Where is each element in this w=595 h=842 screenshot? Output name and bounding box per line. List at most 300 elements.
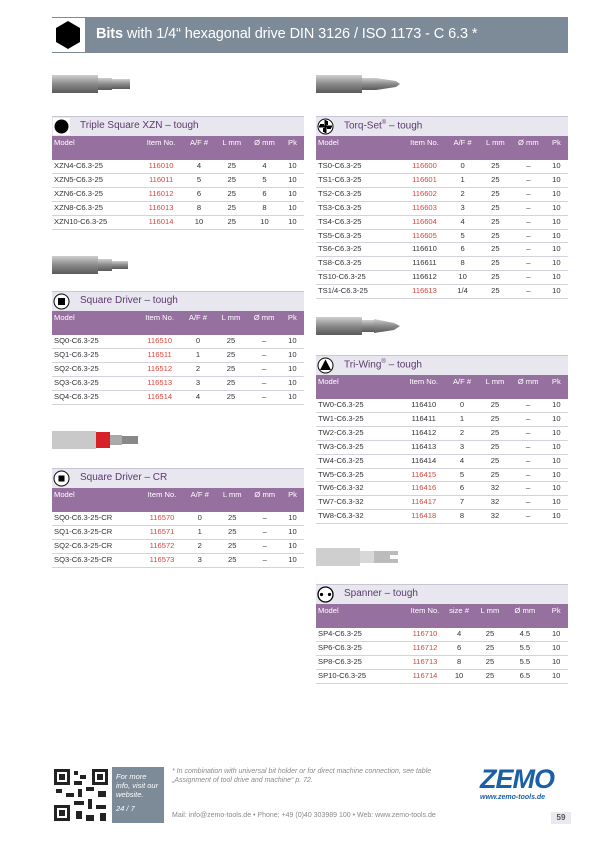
cell-length: 25 — [475, 628, 506, 641]
cell-diameter: – — [512, 160, 545, 173]
cell-length: 25 — [214, 335, 247, 348]
cell-model: SQ2-C6.3-25-CR — [52, 539, 140, 553]
column-header-diameter: Ø mm — [505, 604, 544, 628]
cell-model: TW5-C6.3-25 — [316, 468, 402, 482]
cell-pack: 10 — [281, 362, 304, 376]
section-title: Square Driver – CR — [80, 472, 168, 483]
column-header-pack: Pk — [281, 136, 304, 160]
cell-item-no: 116413 — [402, 440, 446, 454]
cell-pack: 10 — [281, 553, 304, 567]
cell-diameter: – — [248, 539, 281, 553]
table-row — [316, 669, 568, 683]
cell-diameter: – — [512, 482, 545, 496]
cell-af: 6 — [444, 641, 475, 655]
cell-length: 25 — [215, 173, 248, 187]
table-row — [316, 412, 568, 426]
column-header-af: A/F # — [184, 488, 216, 512]
column-header-af: A/F # — [446, 136, 479, 160]
cell-af: 7 — [446, 496, 479, 510]
cell-length: 25 — [214, 376, 247, 390]
table-header-row — [316, 375, 568, 399]
table-row — [316, 215, 568, 229]
cell-pack: 10 — [545, 482, 568, 496]
cell-af: 8 — [446, 510, 479, 524]
cell-pack: 10 — [544, 641, 568, 655]
column-header-pack: Pk — [281, 488, 304, 512]
product-table — [52, 311, 304, 405]
cell-af: 10 — [183, 215, 216, 229]
cell-length: 25 — [478, 454, 511, 468]
info-availability: 24 / 7 — [116, 804, 135, 813]
column-header-item-no: Item No. — [406, 604, 443, 628]
column-header-pack: Pk — [544, 604, 568, 628]
table-row — [316, 510, 568, 524]
table-row — [316, 496, 568, 510]
table-row — [316, 454, 568, 468]
cell-item-no: 116710 — [406, 628, 443, 641]
cell-af: 0 — [446, 399, 479, 412]
cell-model: SP10-C6.3-25 — [316, 669, 406, 683]
cell-model: SQ0-C6.3-25 — [52, 335, 138, 348]
cell-diameter: – — [512, 271, 545, 285]
cell-af: 0 — [446, 160, 479, 173]
column-header-item-no: Item No. — [140, 488, 183, 512]
cell-pack: 10 — [545, 468, 568, 482]
cell-item-no: 116410 — [402, 399, 446, 412]
cell-model: SP6-C6.3-25 — [316, 641, 406, 655]
torq-set-icon — [317, 118, 334, 135]
cell-length: 25 — [478, 468, 511, 482]
square-bit-image — [52, 254, 132, 276]
table-row — [316, 257, 568, 271]
table-header-row — [52, 311, 304, 335]
cell-model: TS2-C6.3-25 — [316, 187, 403, 201]
cell-model: TS0-C6.3-25 — [316, 160, 403, 173]
cell-model: TW0-C6.3-25 — [316, 399, 402, 412]
cell-diameter: – — [512, 285, 545, 299]
cell-diameter: 6.5 — [505, 669, 544, 683]
cell-model: TS1-C6.3-25 — [316, 173, 403, 187]
cell-af: 4 — [183, 160, 216, 173]
cell-pack: 10 — [545, 215, 568, 229]
table-row — [316, 271, 568, 285]
cell-item-no: 116605 — [403, 229, 447, 243]
cell-length: 25 — [475, 655, 506, 669]
cell-model: TS8-C6.3-25 — [316, 257, 403, 271]
cell-item-no: 116010 — [139, 160, 182, 173]
cell-length: 25 — [214, 390, 247, 404]
cell-diameter: – — [512, 243, 545, 257]
table-header-row — [316, 136, 568, 160]
cell-length: 25 — [478, 426, 511, 440]
table-row — [316, 187, 568, 201]
column-header-model: Model — [316, 604, 406, 628]
section-triple-square — [52, 116, 304, 230]
cell-pack: 10 — [281, 348, 304, 362]
table-row — [316, 440, 568, 454]
product-table — [52, 488, 304, 568]
cell-pack: 10 — [281, 539, 304, 553]
cell-af: 8 — [446, 257, 479, 271]
cell-length: 25 — [216, 553, 249, 567]
spanner-icon — [317, 586, 334, 603]
cell-length: 25 — [215, 160, 248, 173]
product-table — [316, 375, 568, 524]
cell-item-no: 116411 — [402, 412, 446, 426]
cell-pack: 10 — [545, 229, 568, 243]
cell-af: 6 — [446, 243, 479, 257]
cell-model: TS6-C6.3-25 — [316, 243, 403, 257]
cell-pack: 10 — [544, 655, 568, 669]
column-header-diameter: Ø mm — [248, 311, 281, 335]
column-header-model: Model — [316, 136, 403, 160]
cell-length: 25 — [478, 412, 511, 426]
cell-item-no: 116417 — [402, 496, 446, 510]
product-table — [52, 136, 304, 230]
cell-length: 25 — [475, 641, 506, 655]
cell-model: TW2-C6.3-25 — [316, 426, 402, 440]
section-square-cr — [52, 468, 304, 568]
zemo-logo: ZEMO — [480, 764, 554, 794]
column-header-item-no: Item No. — [403, 136, 447, 160]
cell-diameter: – — [512, 454, 545, 468]
column-header-length: L mm — [214, 311, 247, 335]
cell-af: 0 — [182, 335, 215, 348]
column-header-length: L mm — [215, 136, 248, 160]
cell-af: 5 — [183, 173, 216, 187]
section-header — [316, 355, 568, 375]
cell-model: TW7-C6.3-32 — [316, 496, 402, 510]
cell-length: 25 — [479, 215, 512, 229]
cell-af: 2 — [182, 362, 215, 376]
cell-diameter: – — [248, 335, 281, 348]
cell-diameter: 4.5 — [505, 628, 544, 641]
cell-pack: 10 — [545, 271, 568, 285]
cell-af: 1 — [184, 525, 216, 539]
cell-pack: 10 — [544, 669, 568, 683]
page-title: Bits with 1/4“ hexagonal drive DIN 3126 / ISO 1173 - C 6.3 * — [96, 26, 478, 42]
cell-af: 0 — [184, 512, 216, 525]
cell-model: TW3-C6.3-25 — [316, 440, 402, 454]
column-header-af: A/F # — [183, 136, 216, 160]
cell-length: 25 — [214, 362, 247, 376]
cell-pack: 10 — [281, 173, 304, 187]
cell-length: 25 — [479, 257, 512, 271]
table-row — [52, 215, 304, 229]
cell-diameter: 8 — [248, 201, 281, 215]
cell-length: 25 — [479, 160, 512, 173]
cell-length: 25 — [479, 243, 512, 257]
cell-af: 6 — [446, 482, 479, 496]
cell-diameter: – — [512, 496, 545, 510]
table-row — [316, 641, 568, 655]
cell-pack: 10 — [545, 426, 568, 440]
section-title: Square Driver – tough — [80, 295, 178, 306]
cell-item-no: 116514 — [138, 390, 182, 404]
cell-model: XZN6-C6.3-25 — [52, 187, 139, 201]
cell-af: 3 — [446, 201, 479, 215]
cell-item-no: 116714 — [406, 669, 443, 683]
cell-diameter: – — [248, 348, 281, 362]
cell-model: TS5-C6.3-25 — [316, 229, 403, 243]
cell-item-no: 116603 — [403, 201, 447, 215]
cell-model: TW4-C6.3-25 — [316, 454, 402, 468]
cell-diameter: – — [512, 412, 545, 426]
cell-diameter: – — [512, 468, 545, 482]
cell-item-no: 116712 — [406, 641, 443, 655]
table-row — [52, 201, 304, 215]
table-row — [52, 335, 304, 348]
cell-diameter: 6 — [248, 187, 281, 201]
cell-diameter: – — [248, 390, 281, 404]
cell-item-no: 116412 — [402, 426, 446, 440]
cell-pack: 10 — [281, 335, 304, 348]
table-header-row — [52, 488, 304, 512]
cell-item-no: 116014 — [139, 215, 182, 229]
cell-diameter: 4 — [248, 160, 281, 173]
table-row — [316, 426, 568, 440]
section-header — [316, 584, 568, 604]
square-icon — [53, 470, 70, 487]
cell-model: SQ1-C6.3-25 — [52, 348, 138, 362]
table-row — [316, 229, 568, 243]
cell-pack: 10 — [281, 215, 304, 229]
section-title: Torq-Set® – tough — [344, 120, 423, 132]
cell-model: SQ2-C6.3-25 — [52, 362, 138, 376]
column-header-model: Model — [52, 136, 139, 160]
table-row — [52, 539, 304, 553]
section-square-tough — [52, 291, 304, 405]
page-header — [52, 17, 568, 53]
cell-item-no: 116415 — [402, 468, 446, 482]
cell-model: TW8-C6.3-32 — [316, 510, 402, 524]
cell-item-no: 116418 — [402, 510, 446, 524]
table-row — [316, 655, 568, 669]
cell-item-no: 116612 — [403, 271, 447, 285]
table-row — [316, 285, 568, 299]
cell-item-no: 116011 — [139, 173, 182, 187]
table-header-row — [316, 604, 568, 628]
cell-diameter: – — [248, 512, 281, 525]
column-header-model: Model — [52, 488, 140, 512]
cell-diameter: – — [248, 376, 281, 390]
table-row — [316, 399, 568, 412]
table-row — [52, 173, 304, 187]
table-header-row — [52, 136, 304, 160]
column-header-af: A/F # — [446, 375, 479, 399]
table-row — [52, 525, 304, 539]
cell-length: 32 — [478, 510, 511, 524]
column-header-length: L mm — [216, 488, 249, 512]
cell-pack: 10 — [545, 440, 568, 454]
square-icon — [53, 293, 70, 310]
cell-diameter: 5.5 — [505, 655, 544, 669]
cell-af: 2 — [184, 539, 216, 553]
section-title: Triple Square XZN – tough — [80, 120, 199, 131]
cell-model: TW1-C6.3-25 — [316, 412, 402, 426]
column-header-item-no: Item No. — [139, 136, 182, 160]
cell-item-no: 116610 — [403, 243, 447, 257]
column-header-model: Model — [52, 311, 138, 335]
cell-model: TS1/4-C6.3-25 — [316, 285, 403, 299]
cell-length: 25 — [216, 539, 249, 553]
cell-af: 1/4 — [446, 285, 479, 299]
column-header-item-no: Item No. — [138, 311, 182, 335]
section-title: Tri-Wing® – tough — [344, 359, 422, 371]
cell-model: SQ4-C6.3-25 — [52, 390, 138, 404]
cell-model: SQ0-C6.3-25-CR — [52, 512, 140, 525]
triple-square-bit-image — [52, 73, 132, 95]
cell-item-no: 116611 — [403, 257, 447, 271]
cell-af: 2 — [446, 426, 479, 440]
cell-item-no: 116012 — [139, 187, 182, 201]
tri-wing-icon — [317, 357, 334, 374]
cell-af: 3 — [184, 553, 216, 567]
cell-pack: 10 — [281, 390, 304, 404]
cell-length: 25 — [478, 440, 511, 454]
cell-af: 5 — [446, 229, 479, 243]
cell-diameter: – — [248, 553, 281, 567]
cell-pack: 10 — [545, 243, 568, 257]
cell-item-no: 116604 — [403, 215, 447, 229]
section-header — [52, 468, 304, 488]
cell-length: 25 — [475, 669, 506, 683]
spanner-bit-image — [316, 546, 401, 568]
tri-wing-bit-image — [316, 314, 401, 338]
cell-length: 25 — [215, 201, 248, 215]
column-header-model: Model — [316, 375, 402, 399]
cell-model: TS4-C6.3-25 — [316, 215, 403, 229]
column-header-diameter: Ø mm — [248, 136, 281, 160]
cell-model: XZN10-C6.3-25 — [52, 215, 139, 229]
table-row — [52, 348, 304, 362]
cell-length: 25 — [479, 187, 512, 201]
cell-item-no: 116513 — [138, 376, 182, 390]
column-header-af: size # — [444, 604, 475, 628]
table-row — [316, 628, 568, 641]
cell-item-no: 116414 — [402, 454, 446, 468]
cell-length: 25 — [479, 229, 512, 243]
cell-af: 4 — [446, 215, 479, 229]
website-link[interactable]: www.zemo-tools.de — [480, 794, 546, 801]
section-header — [52, 291, 304, 311]
cell-diameter: – — [248, 525, 281, 539]
cell-length: 25 — [214, 348, 247, 362]
section-spanner — [316, 584, 568, 684]
info-text: For more info, visit our website. — [116, 772, 159, 799]
cell-af: 1 — [182, 348, 215, 362]
column-header-pack: Pk — [545, 136, 568, 160]
table-row — [316, 243, 568, 257]
cell-pack: 10 — [545, 187, 568, 201]
column-header-diameter: Ø mm — [512, 375, 545, 399]
cell-diameter: – — [512, 257, 545, 271]
section-tri-wing — [316, 355, 568, 524]
cell-diameter: – — [248, 362, 281, 376]
cell-af: 3 — [182, 376, 215, 390]
cell-af: 10 — [444, 669, 475, 683]
table-row — [316, 468, 568, 482]
cell-item-no: 116572 — [140, 539, 183, 553]
column-header-af: A/F # — [182, 311, 215, 335]
cell-diameter: – — [512, 201, 545, 215]
cell-pack: 10 — [281, 512, 304, 525]
section-header — [52, 116, 304, 136]
triple-square-icon — [53, 118, 70, 135]
cell-length: 25 — [479, 201, 512, 215]
cell-diameter: – — [512, 229, 545, 243]
cell-af: 1 — [446, 173, 479, 187]
cell-length: 25 — [479, 173, 512, 187]
cell-pack: 10 — [545, 173, 568, 187]
cell-item-no: 116511 — [138, 348, 182, 362]
column-header-length: L mm — [478, 375, 511, 399]
cell-model: SP4-C6.3-25 — [316, 628, 406, 641]
cell-pack: 10 — [281, 160, 304, 173]
cell-diameter: 10 — [248, 215, 281, 229]
column-header-diameter: Ø mm — [512, 136, 545, 160]
cell-diameter: – — [512, 187, 545, 201]
cell-model: SQ3-C6.3-25 — [52, 376, 138, 390]
cell-pack: 10 — [545, 257, 568, 271]
cell-model: XZN5-C6.3-25 — [52, 173, 139, 187]
cell-diameter: 5.5 — [505, 641, 544, 655]
cell-item-no: 116573 — [140, 553, 183, 567]
cell-diameter: – — [512, 215, 545, 229]
cell-length: 25 — [215, 215, 248, 229]
cell-model: SP8-C6.3-25 — [316, 655, 406, 669]
footnote: * In combination with universal bit holder or for direct machine connection, see table „Assignment of tool drive and machine“ p. 72. — [172, 768, 432, 784]
cell-model: SQ1-C6.3-25-CR — [52, 525, 140, 539]
cell-length: 25 — [216, 525, 249, 539]
cell-pack: 10 — [545, 399, 568, 412]
info-box — [112, 767, 164, 823]
cell-diameter: – — [512, 399, 545, 412]
cell-af: 4 — [444, 628, 475, 641]
cell-length: 32 — [478, 482, 511, 496]
column-header-pack: Pk — [545, 375, 568, 399]
cell-pack: 10 — [281, 187, 304, 201]
section-header — [316, 116, 568, 136]
cell-pack: 10 — [544, 628, 568, 641]
cell-model: SQ3-C6.3-25-CR — [52, 553, 140, 567]
cell-diameter: – — [512, 440, 545, 454]
cell-pack: 10 — [545, 510, 568, 524]
cell-diameter: – — [512, 510, 545, 524]
table-row — [52, 362, 304, 376]
cell-length: 25 — [478, 399, 511, 412]
qr-code-icon — [52, 767, 110, 823]
cell-model: TW6-C6.3-32 — [316, 482, 402, 496]
cell-length: 25 — [215, 187, 248, 201]
cell-item-no: 116512 — [138, 362, 182, 376]
section-torq-set — [316, 116, 568, 299]
table-row — [316, 482, 568, 496]
cell-pack: 10 — [545, 412, 568, 426]
cell-model: TS10-C6.3-25 — [316, 271, 403, 285]
cell-pack: 10 — [545, 454, 568, 468]
cell-item-no: 116571 — [140, 525, 183, 539]
column-header-item-no: Item No. — [402, 375, 446, 399]
cell-item-no: 116613 — [403, 285, 447, 299]
table-row — [52, 390, 304, 404]
cell-pack: 10 — [281, 376, 304, 390]
cell-af: 4 — [446, 454, 479, 468]
cell-pack: 10 — [545, 496, 568, 510]
cell-item-no: 116416 — [402, 482, 446, 496]
cell-model: XZN8-C6.3-25 — [52, 201, 139, 215]
cell-af: 6 — [183, 187, 216, 201]
